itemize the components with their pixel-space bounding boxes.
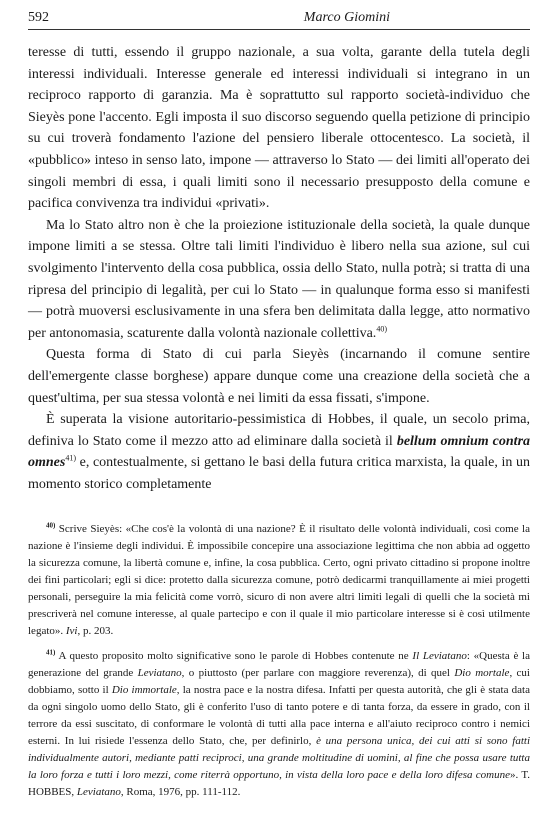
footnote-41-text-d: , cui dobbiamo, sotto il: [28, 667, 530, 697]
footnote-41-text-b: : «Questa è la generazione del grande: [28, 650, 530, 680]
paragraph-4-text-a: È superata la visione autoritario-pessimistica di Hobbes, il quale, un secolo prima, definiva lo Stato come il mezzo atto ad eliminare dalla società il: [28, 412, 530, 449]
footnote-40-text: Scrive Sieyès: «Che cos'è la volontà di una nazione? È il risultato delle volontà individuali, così come la nazione è l'insieme degli individui. È impossibile concepire una associazione legittima che non abbia ad oggetto la sicurezza comune, la libertà comune e, infine, la cosa pubblica. Certo, ogni privato cittadino si propone inoltre dei fini particolari; egli si dice: protetto dalla sicurezza comune, potrò dedicarmi tranquillamente ai miei progetti personali, perseguire la mia felicità come vorrò, sicuro di non avere altri limiti legali di quelli che la società mi prescriverà nel comune interesse, al quale partecipo e con il quale il mio particolare interesse si è così utilmente legato».: [28, 523, 530, 638]
paragraph-2: [28, 215, 530, 345]
footnote-41-text-e: , la nostra pace e la nostra difesa. Infatti per questa autorità, che gli è stata data da ogni singolo uomo dello Stato, gli è conferito l'uso di tanto potere e di tanta forza, da essere in grado, con il terrore da essi suscitato, di conformare le volontà di tutti alla pace interna e all'aiuto reciproco contro i nemici esterni. In lui risiede l'essenza dello Stato, che, per definirlo,: [28, 684, 530, 748]
footnote-40: [28, 521, 530, 640]
paragraph-3: Questa forma di Stato di cui parla Sieyès (incarnando il comune sentire dell'emergente classe borghese) appare dunque come una creazione della società che a quest'ultima, per sua stessa volontà e nei limiti da essa fissati, s'impone.: [28, 347, 530, 406]
footnote-41-mark: 41): [46, 648, 56, 657]
running-title: Marco Giomini: [303, 10, 390, 25]
footnote-41-text-c: , o piuttosto (per parlare con maggiore reverenza), di quel: [181, 667, 455, 680]
footnote-41-dio-mortale: Dio mortale: [454, 667, 510, 680]
footnote-40-ivi: Ivi: [65, 625, 78, 638]
footnote-41-title-3: Leviatano: [76, 786, 121, 799]
main-text: [28, 42, 530, 495]
footnote-41-dio-immortale: Dio immortale: [111, 684, 177, 697]
book-page: [28, 10, 530, 809]
paragraph-4-text-b: e, contestualmente, si gettano le basi della futura critica marxista, la quale, in un momento storico completamente: [28, 455, 530, 492]
paragraph-1: teresse di tutti, essendo il gruppo nazionale, a sua volta, garante della tutela degli interessi individuali. Interesse generale ed interessi individuali si integrano in un reciproco rapporto di garanzia. Ma è soprattutto sul rapporto società-individuo che Sieyès pone l'accento. Egli imposta il suo discorso seguendo quella petizione di principio su cui troverà fondamento l'azione del pensiero liberale ottocentesco. La società, il «pubblico» inteso in senso lato, impone — attraverso lo Stato — dei limiti all'operato dei singoli membri di essa, i quali limiti sono il necessario presupposto della comune e pacifica convivenza tra individui «privati».: [28, 45, 530, 212]
footnotes: [28, 521, 530, 801]
page-number: 592: [28, 10, 49, 25]
footnote-40-page: , p. 203.: [77, 625, 114, 638]
paragraph-4: [28, 409, 530, 495]
footnote-40-mark: 40): [46, 521, 56, 530]
page-header: [28, 10, 530, 30]
footnote-41-text-a: A questo proposito molto significative sono le parole di Hobbes contenute ne: [55, 650, 413, 663]
footnote-41-text-f: ». T. HOBBES,: [28, 769, 530, 799]
footnote-ref-40[interactable]: 40): [376, 324, 387, 334]
latin-phrase: bellum omnium contra omnes: [28, 433, 531, 471]
footnote-ref-41[interactable]: 41): [65, 453, 77, 463]
footnote-41-definition: è una persona unica, dei cui atti si sono fatti individualmente autori, mediante patti reciproci, una grande moltitudine di uomini, al fine che possa usare tutta la loro forza e tutti i loro mezzi, come riterrà opportuno, in vista della loro pace e della loro difesa comune: [28, 735, 530, 782]
footnote-41-title-1: Il Leviatano: [412, 650, 467, 663]
paragraph-2-text: Ma lo Stato altro non è che la proiezione istituzionale della società, la quale dunque impone limiti a se stessa. Oltre tali limiti l'individuo è libero nella sua azione, sul cui svolgimento l'intervento della cosa pubblica, ossia dello Stato, nulla potrà; si tratta di una ripresa del principio di legalità, per cui lo Stato — in qualunque forma esso si manifesti — potrà muoversi esclusivamente in una sfera ben delimitata dalla legge, atto normativo per antonomasia, scaturente dalla volontà nazionale collettiva.: [28, 217, 530, 341]
footnote-41: [28, 648, 530, 801]
footnote-41-citation: , Roma, 1976, pp. 111-112.: [120, 786, 241, 799]
footnote-41-title-2: Leviatano: [137, 667, 182, 680]
